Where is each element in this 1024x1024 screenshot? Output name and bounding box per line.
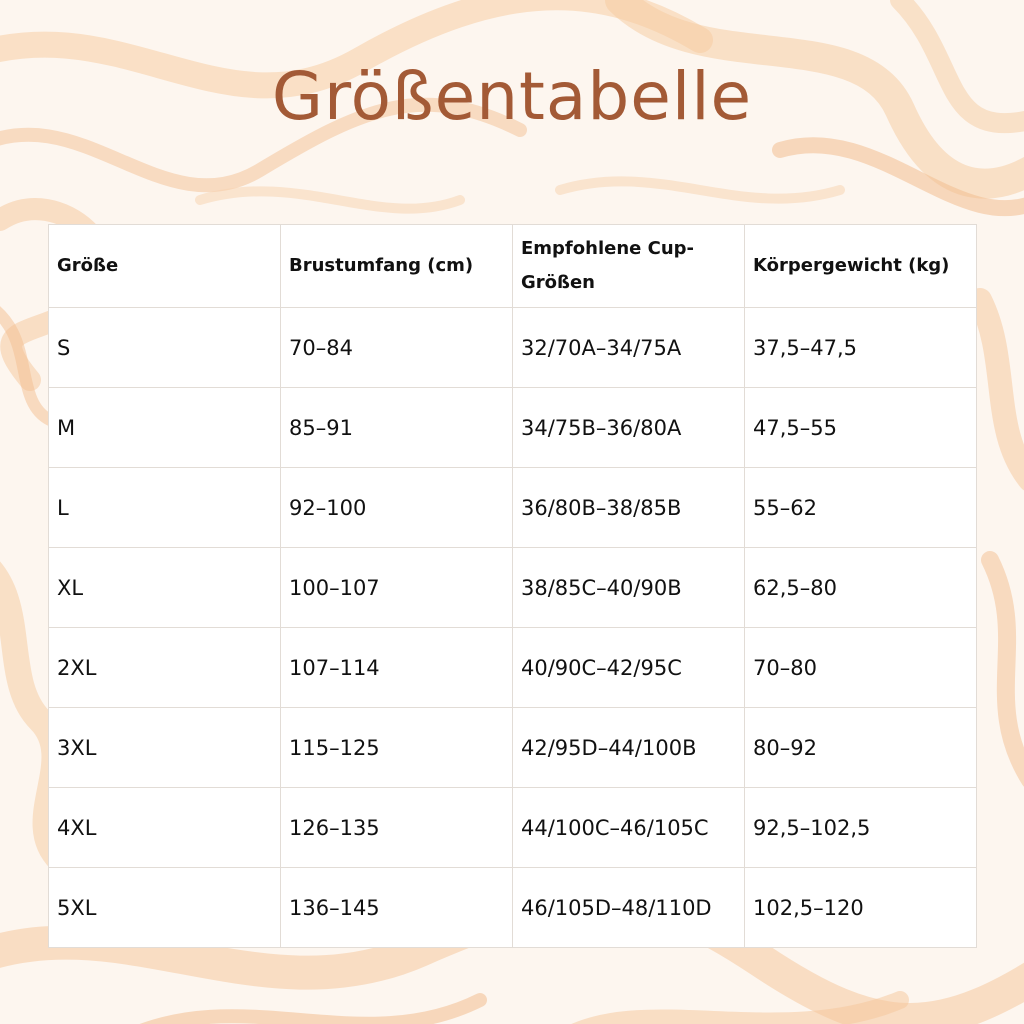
cell-weight: 92,5–102,5 [745, 788, 977, 868]
cell-cup: 46/105D–48/110D [513, 868, 745, 948]
cell-weight: 80–92 [745, 708, 977, 788]
table-row [49, 708, 977, 788]
size-table [48, 224, 976, 942]
cell-weight: 102,5–120 [745, 868, 977, 948]
cell-bust: 85–91 [281, 388, 513, 468]
table-row [49, 548, 977, 628]
cell-bust: 70–84 [281, 308, 513, 388]
cell-size: L [49, 468, 281, 548]
header-cup: Empfohlene Cup-Größen [513, 225, 745, 308]
table-row [49, 308, 977, 388]
cell-bust: 115–125 [281, 708, 513, 788]
header-weight: Körpergewicht (kg) [745, 225, 977, 308]
cell-bust: 100–107 [281, 548, 513, 628]
cell-weight: 62,5–80 [745, 548, 977, 628]
cell-size: 3XL [49, 708, 281, 788]
cell-weight: 37,5–47,5 [745, 308, 977, 388]
cell-size: XL [49, 548, 281, 628]
cell-size: 4XL [49, 788, 281, 868]
cell-bust: 136–145 [281, 868, 513, 948]
table-row [49, 468, 977, 548]
header-bust: Brustumfang (cm) [281, 225, 513, 308]
header-size: Größe [49, 225, 281, 308]
cell-cup: 44/100C–46/105C [513, 788, 745, 868]
cell-bust: 126–135 [281, 788, 513, 868]
cell-cup: 42/95D–44/100B [513, 708, 745, 788]
cell-cup: 34/75B–36/80A [513, 388, 745, 468]
table-header-row [49, 225, 977, 308]
cell-size: M [49, 388, 281, 468]
cell-size: 5XL [49, 868, 281, 948]
cell-cup: 38/85C–40/90B [513, 548, 745, 628]
cell-weight: 47,5–55 [745, 388, 977, 468]
cell-cup: 32/70A–34/75A [513, 308, 745, 388]
table-row [49, 388, 977, 468]
page-title: Größentabelle [271, 58, 753, 135]
cell-weight: 70–80 [745, 628, 977, 708]
cell-bust: 92–100 [281, 468, 513, 548]
cell-cup: 40/90C–42/95C [513, 628, 745, 708]
cell-cup: 36/80B–38/85B [513, 468, 745, 548]
table-row [49, 868, 977, 948]
table-row [49, 788, 977, 868]
cell-bust: 107–114 [281, 628, 513, 708]
cell-size: 2XL [49, 628, 281, 708]
size-chart-table [48, 224, 977, 948]
table-row [49, 628, 977, 708]
cell-size: S [49, 308, 281, 388]
cell-weight: 55–62 [745, 468, 977, 548]
